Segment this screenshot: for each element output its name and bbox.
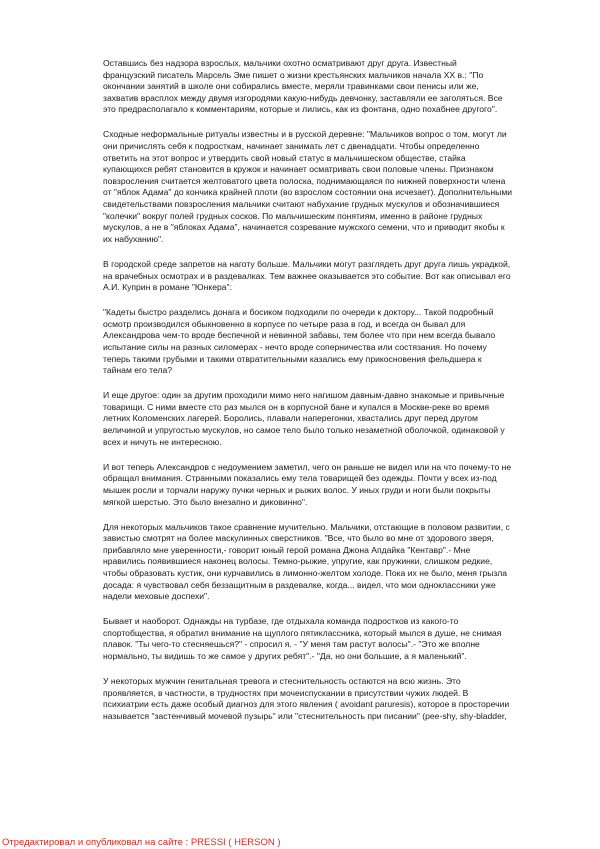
text-line: тайнам его тела? — [103, 365, 173, 376]
text-line: Александрова чем-то вроде беспечной и невинной забавы, тем более что при нем всегда бывало — [103, 330, 496, 341]
paragraph-3 — [103, 259, 550, 294]
paragraph-2 — [103, 129, 550, 245]
text-line: купающихся ребят становится в кружок и начинает осматривать свои половые члены. Признаком — [103, 164, 494, 175]
paragraph-5 — [103, 390, 550, 448]
document-body — [103, 58, 550, 736]
text-line: И еще другое: один за другим проходили мимо него нагишом давным-давно знакомые и привычные — [103, 390, 505, 401]
text-line: обращал внимания. Странными показались ему тела товарищей без одежды. Почти у всех из-под — [103, 473, 497, 484]
text-line: надели меховые доспехи". — [103, 591, 210, 602]
text-line: это предрасполагало к комментариям, которые и лились, как из фонтана, одно похабнее другого". — [103, 104, 498, 115]
text-line: нормально, ты видишь то же самое у других ребят".- "Да, но они большие, а я маленький". — [103, 651, 467, 662]
text-line: завистью смотрят на более маскулинных сверстников. "Все, что было во мне от здорового зверя, — [103, 533, 494, 544]
text-line: мускулов, а не в "яблоках Адама", начинается созревание мужского семени, что и приводит якобы к — [103, 222, 505, 233]
text-line: У некоторых мужчин генитальная тревога и стеснительность остаются на всю жизнь. Это — [103, 676, 461, 687]
text-line: Бывает и наоборот. Однажды на турбазе, где отдыхала команда подростков из какого-то — [103, 616, 459, 627]
text-line: А.И. Куприн в романе "Юнкера": — [103, 282, 232, 293]
text-line: досада: я чувствовал себя беззащитным в раздевалке, когда... видел, что мои одноклассники уже — [103, 579, 496, 590]
text-line: летних Коломенских лагерей. Боролись, плавали наперегонки, хвастались друг перед другом — [103, 413, 478, 424]
text-line: В городской среде запретов на наготу больше. Мальчики могут разглядеть друг друга лишь украдкой, — [103, 258, 511, 269]
text-line: чтобы образовать кустик, они курчавились в лимонно-желтом холоде. Пока их не было, меня грызла — [103, 567, 508, 578]
text-line: от "яблок Адама" до кончика крайней плоти (во взрослом состоянии она исчезает). Дополнительными — [103, 187, 513, 198]
text-line: величиной и упругостью мускулов, но самое тело было только незаметной оболочкой, одинаковой у — [103, 425, 505, 436]
text-line: французский писатель Марсель Эме пишет о жизни крестьянских мальчиков начала XX в.: "По — [103, 69, 484, 80]
text-line: теперь такими грубыми и такими отвратительными казались ему прикосновения фельдшера к — [103, 353, 482, 364]
text-line: всех и ничуть не интересною. — [103, 436, 222, 447]
text-line: их набуханию". — [103, 233, 164, 244]
text-line: называется "застенчивый мочевой пузырь" или "стеснительность при писании" (pee-shy, shy-bladder, — [103, 710, 507, 721]
text-line: испытание силы на разных силомерах - нечто вроде соперничества или состязания. Но почему — [103, 341, 487, 352]
paragraph-6 — [103, 462, 550, 508]
text-line: Сходные неформальные ритуалы известны и в русской деревне: "Мальчиков вопрос о том, могут ли — [103, 129, 507, 140]
text-line: мышек росли и торчали наружу пучки черных и рыжих волос. У иных груди и ноги были покрыты — [103, 484, 491, 495]
text-line: прибавляло мне уверенности,- говорит юный герой романа Джона Апдайка "Кентавр".- Мне — [103, 544, 471, 555]
text-line: нравились появившиеся наконец волосы. Темно-рыжие, упругие, как пружинки, слишком редкие, — [103, 556, 493, 567]
footer-credit: Отредактировал и опубликовал на сайте : PRESSI ( HERSON ) — [2, 837, 281, 848]
text-line: мягкой шерстью. Это было внезапно и диковинно". — [103, 496, 308, 507]
text-line: Оставшись без надзора взрослых, мальчики охотно осматривают друг друга. Известный — [103, 58, 457, 68]
paragraph-8 — [103, 616, 550, 662]
text-line: ответить на этот вопрос и утвердить свой новый статус в мальчишеском обществе, стайка — [103, 152, 466, 163]
paragraph-7 — [103, 522, 550, 603]
text-line: Для некоторых мальчиков такое сравнение мучительно. Мальчики, отстающие в половом развитии, с — [103, 521, 510, 532]
paragraph-9 — [103, 676, 550, 722]
paragraph-1 — [103, 58, 550, 116]
text-line: плавок. "Ты чего-то стесняешься?" - спросил я. - "У меня там растут волосы".- "Это же вполне — [103, 639, 480, 650]
text-line: повзросления считается желтоватого цвета полоска, поднимающаяся по нижней поверхности члена — [103, 175, 506, 186]
text-line: спортобщества, я обратил внимание на щуплого пятиклассника, который мылся в душе, не снимая — [103, 627, 502, 638]
text-line: свидетельствами повзросления мальчики считают набухание грудных мускулов и обозначившиеся — [103, 199, 500, 210]
paragraph-4 — [103, 307, 550, 377]
text-line: окончании занятий в школе они собирались вместе, меряли травинками свои пенисы или же, — [103, 81, 479, 92]
text-line: на врачебных осмотрах и в раздевалках. Тем важнее оказывается это событие. Вот как описывал его — [103, 270, 511, 281]
text-line: психиатрии есть даже особый диагноз для этого явления ( avoidant paruresis), которое в просторечии — [103, 699, 510, 710]
text-line: "Кадеты быстро разделись донага и босиком подходили по очереди к доктору... Такой подробный — [103, 307, 494, 318]
text-line: проявляется, в частности, в трудностях при мочеиспускании в присутствии чужих людей. В — [103, 687, 469, 698]
text-line: они причислять себя к подросткам, начинает занимать лет с двенадцати. Чтобы определенно — [103, 141, 480, 152]
text-line: осмотр производился обыкновенно в корпусе по четыре раза в год, и всегда он бывал для — [103, 318, 466, 329]
text-line: "колечки" вокруг полей грудных сосков. По мальчишеским понятиям, именно в районе грудных — [103, 210, 483, 221]
text-line: товарищи. С ними вместе сто раз мылся он в корпусной бане и купался в Москве-реке во время — [103, 401, 490, 412]
text-line: захватив врасплох между двумя изгородями какую-нибудь девчонку, заставляли ее заголяться. Все — [103, 92, 503, 103]
text-line: И вот теперь Александров с недоумением заметил, чего он раньше не видел или на что почему-то не — [103, 461, 512, 472]
